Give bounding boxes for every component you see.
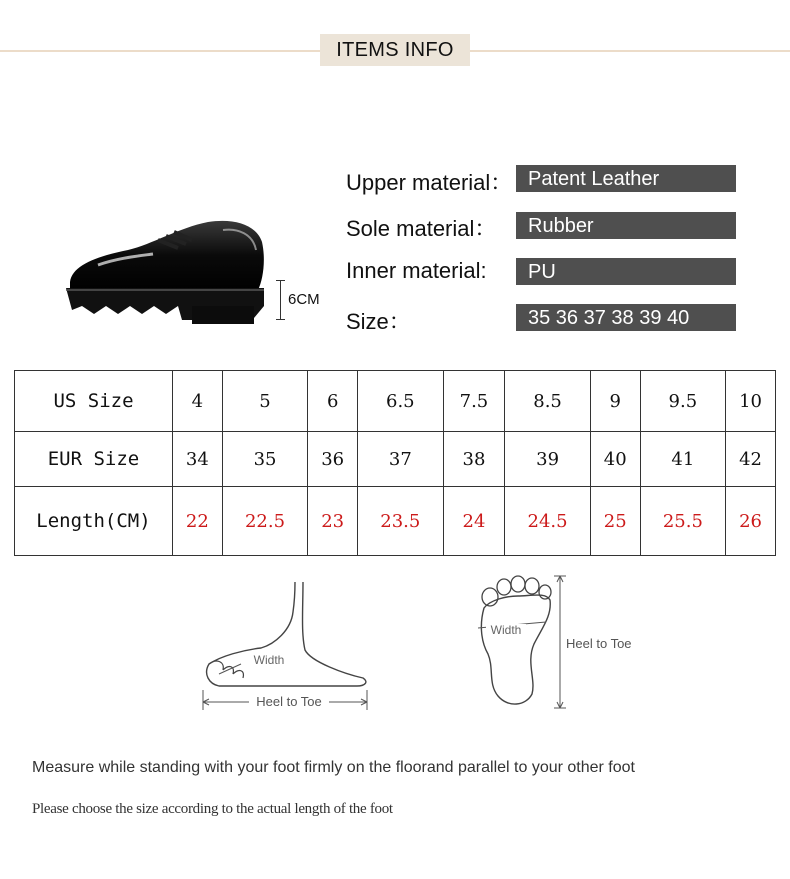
header-rule-left xyxy=(0,50,320,52)
table-row-length xyxy=(15,487,776,556)
row-header-us: US Size xyxy=(15,371,173,432)
spec-label-size: Size： xyxy=(346,309,411,334)
spec-value-sole: Rubber xyxy=(516,212,736,239)
foot-side-diagram xyxy=(195,578,385,718)
table-cell: 4 xyxy=(173,371,223,432)
section-title: ITEMS INFO xyxy=(320,34,470,66)
table-cell: 34 xyxy=(173,432,223,487)
heel-height-cap-top xyxy=(276,280,285,281)
spec-value-upper: Patent Leather xyxy=(516,165,736,192)
table-cell: 35 xyxy=(222,432,308,487)
spec-label-sole: Sole material： xyxy=(346,216,497,241)
table-cell: 42 xyxy=(726,432,776,487)
table-cell: 38 xyxy=(443,432,505,487)
table-cell: 25.5 xyxy=(640,487,726,556)
row-header-length: Length(CM) xyxy=(15,487,173,556)
table-cell: 9.5 xyxy=(640,371,726,432)
table-cell: 41 xyxy=(640,432,726,487)
table-cell: 24.5 xyxy=(505,487,591,556)
table-cell: 26 xyxy=(726,487,776,556)
table-cell: 22 xyxy=(173,487,223,556)
row-header-eur: EUR Size xyxy=(15,432,173,487)
table-cell: 22.5 xyxy=(222,487,308,556)
heel-height-line xyxy=(280,280,281,320)
table-cell: 40 xyxy=(590,432,640,487)
sole-length-label: Heel to Toe xyxy=(566,636,632,651)
table-cell: 24 xyxy=(443,487,505,556)
sole-outline xyxy=(481,595,550,704)
spec-value-size: 35 36 37 38 39 40 xyxy=(516,304,736,331)
table-cell: 23.5 xyxy=(358,487,444,556)
heel-height-label: 6CM xyxy=(288,291,320,308)
table-cell: 10 xyxy=(726,371,776,432)
table-cell: 6.5 xyxy=(358,371,444,432)
sole-width-label: Width xyxy=(490,623,522,637)
foot-side-outline xyxy=(207,582,366,686)
table-cell: 37 xyxy=(358,432,444,487)
spec-label-inner: Inner material: xyxy=(346,258,487,283)
table-cell: 9 xyxy=(590,371,640,432)
table-row-us xyxy=(15,371,776,432)
table-cell: 7.5 xyxy=(443,371,505,432)
table-row-eur xyxy=(15,432,776,487)
spec-value-inner: PU xyxy=(516,258,736,285)
table-cell: 36 xyxy=(308,432,358,487)
table-cell: 5 xyxy=(222,371,308,432)
size-chart-table xyxy=(14,370,776,556)
size-advice: Please choose the size according to the actual length of the foot xyxy=(32,801,393,817)
table-cell: 6 xyxy=(308,371,358,432)
spec-label-upper: Upper material： xyxy=(346,170,513,195)
side-length-label: Heel to Toe xyxy=(256,694,322,709)
table-cell: 23 xyxy=(308,487,358,556)
table-cell: 25 xyxy=(590,487,640,556)
heel-height-cap-bottom xyxy=(276,319,285,320)
table-cell: 39 xyxy=(505,432,591,487)
foot-sole-diagram xyxy=(470,572,650,717)
table-cell: 8.5 xyxy=(505,371,591,432)
side-width-label: Width xyxy=(253,653,285,667)
shoe-image xyxy=(58,210,268,330)
measure-instruction: Measure while standing with your foot firmly on the floorand parallel to your other foot xyxy=(32,759,635,776)
header-rule-right xyxy=(470,50,790,52)
